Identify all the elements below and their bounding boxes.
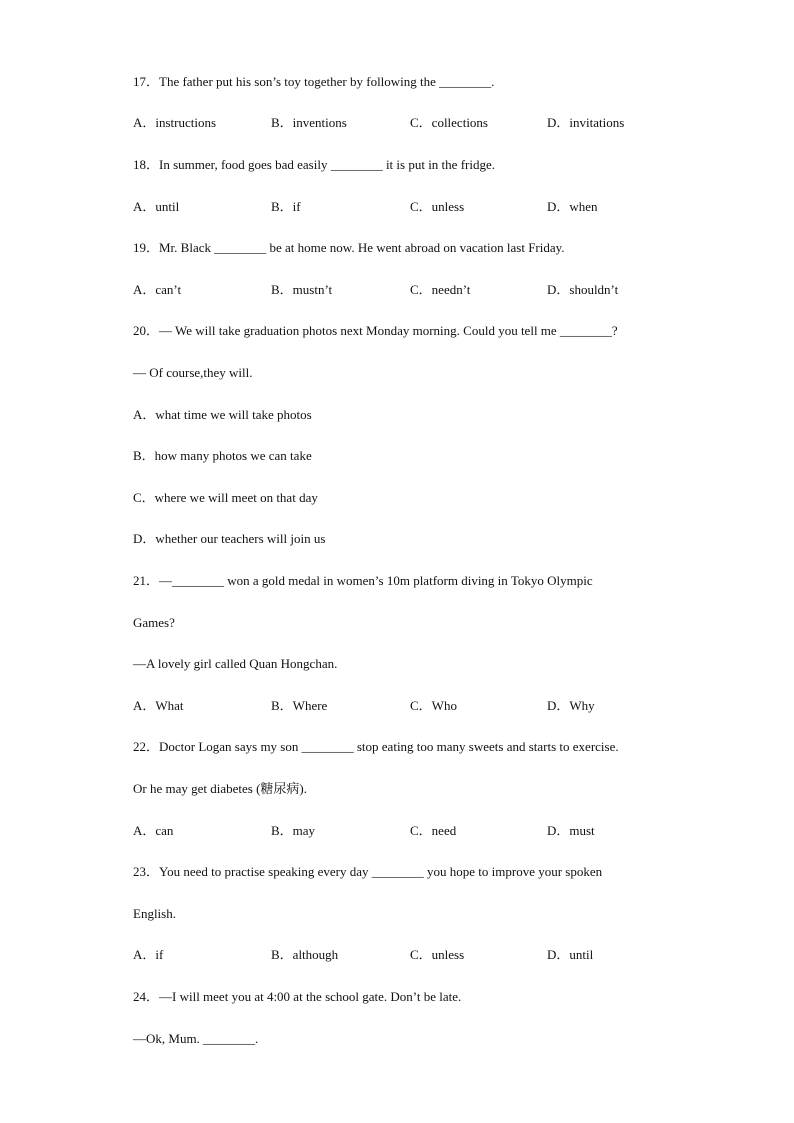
question-22-stem: 22．Doctor Logan says my son ________ stop eating too many sweets and starts to exercise. [133,739,619,754]
question-23-option-b: B．although [271,947,339,962]
question-21-option-c: C．Who [410,698,457,713]
question-23-stem: 23．You need to practise speaking every day ________ you hope to improve your spoken [133,864,603,879]
question-18-option-d: D．when [547,199,598,214]
question-22-option-d: D．must [547,823,595,838]
question-21-reply: —A lovely girl called Quan Hongchan. [133,656,338,671]
question-21-option-d: D．Why [547,698,595,713]
question-22-option-c: C．need [410,823,457,838]
question-24-reply: —Ok, Mum. ________. [133,1031,259,1046]
question-18-option-a: A．until [133,199,180,214]
question-20-option-b: B．how many photos we can take [133,448,312,463]
question-22-option-b: B．may [271,823,316,838]
question-20-option-a: A．what time we will take photos [133,407,312,422]
question-18-stem: 18．In summer, food goes bad easily ________ it is put in the fridge. [133,157,495,172]
question-22-option-a: A．can [133,823,174,838]
question-17-option-c: C．collections [410,115,488,130]
question-21-option-b: B．Where [271,698,328,713]
question-21-option-a: A．What [133,698,184,713]
question-20-option-c: C．where we will meet on that day [133,490,318,505]
question-17-stem: 17．The father put his son’s toy together by following the ________. [133,74,495,89]
question-20-stem: 20．— We will take graduation photos next Monday morning. Could you tell me ________? [133,323,618,338]
question-19-option-b: B．mustn’t [271,282,333,297]
question-19-stem: 19．Mr. Black ________ be at home now. He went abroad on vacation last Friday. [133,240,565,255]
question-17-option-d: D．invitations [547,115,625,130]
question-23-stem-continued: English. [133,906,176,921]
question-20-option-d: D．whether our teachers will join us [133,531,326,546]
question-24-stem: 24．—I will meet you at 4:00 at the school gate. Don’t be late. [133,989,462,1004]
question-19-option-c: C．needn’t [410,282,471,297]
question-23-option-c: C．unless [410,947,465,962]
question-18-option-c: C．unless [410,199,465,214]
question-20-reply: — Of course,they will. [133,365,253,380]
question-19-option-a: A．can’t [133,282,182,297]
question-21-stem: 21．—________ won a gold medal in women’s 10m platform diving in Tokyo Olympic [133,573,593,588]
question-19-option-d: D．shouldn’t [547,282,619,297]
question-17-option-a: A．instructions [133,115,217,130]
question-23-option-d: D．until [547,947,594,962]
question-17-option-b: B．inventions [271,115,347,130]
question-18-option-b: B．if [271,199,301,214]
question-22-stem-continued: Or he may get diabetes (糖尿病). [133,781,308,796]
question-23-option-a: A．if [133,947,164,962]
question-21-stem-continued: Games? [133,615,175,630]
